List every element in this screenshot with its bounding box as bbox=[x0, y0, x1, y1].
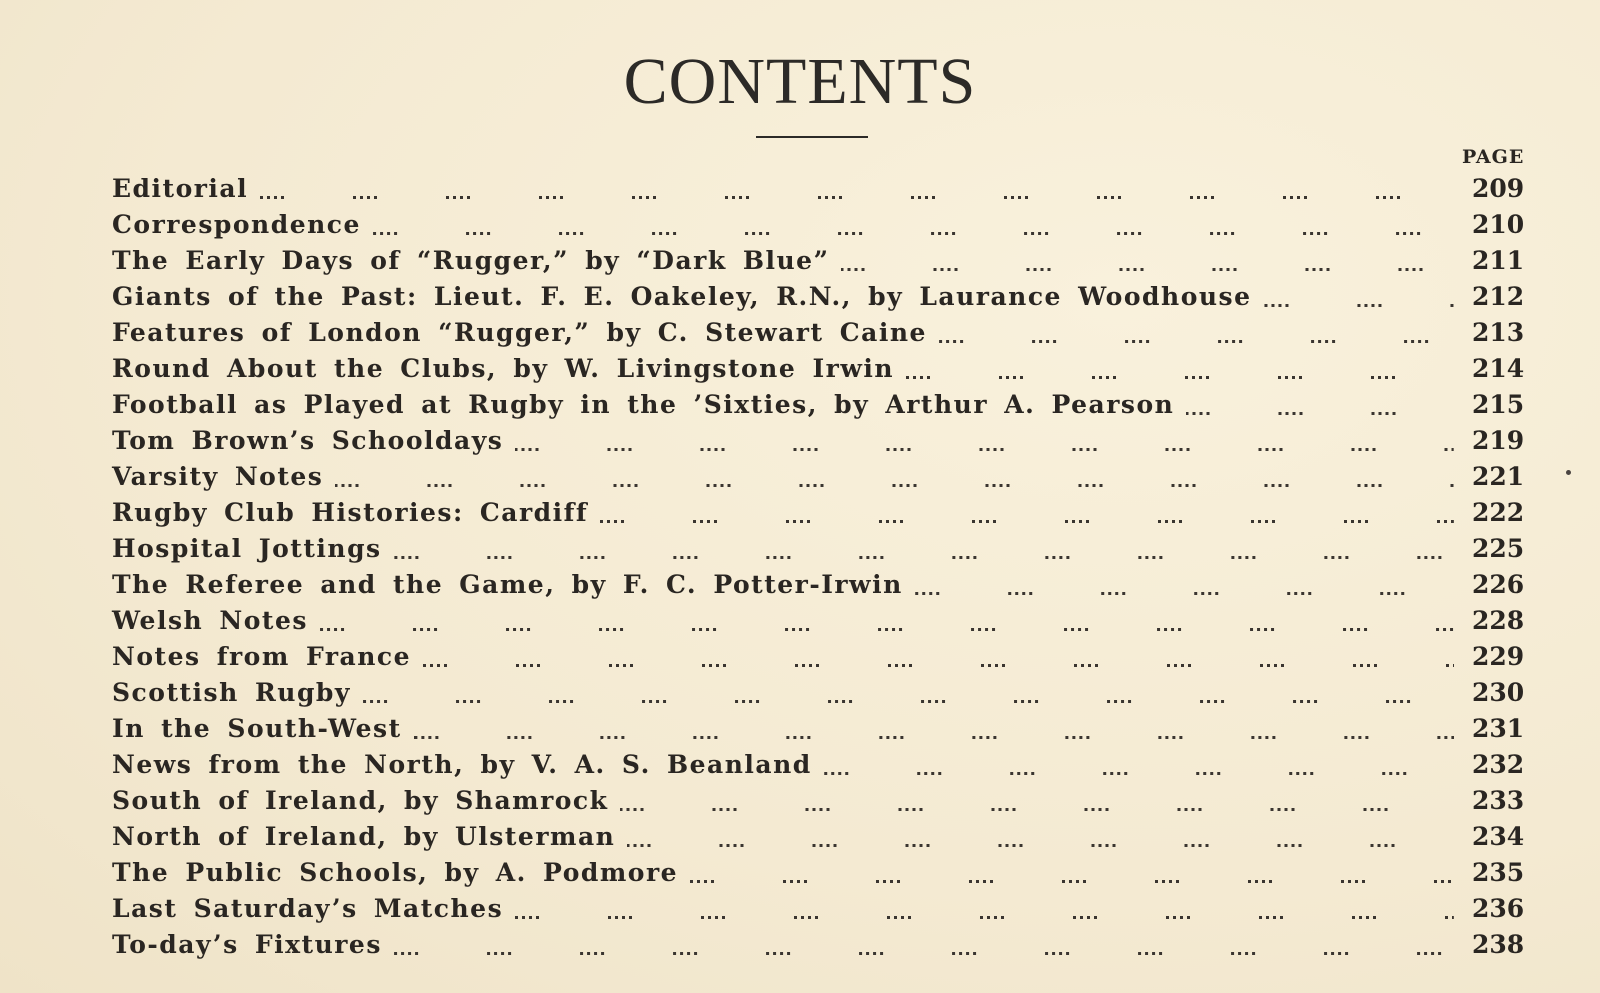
entry-title: The Public Schools, by A. Podmore bbox=[112, 858, 679, 887]
page-title: CONTENTS bbox=[623, 45, 977, 118]
contents-entry[interactable] bbox=[112, 930, 1532, 966]
entry-page-number: 233 bbox=[1472, 786, 1525, 815]
entry-title: Editorial bbox=[112, 174, 249, 203]
entry-title: Football as Played at Rugby in the ’Sixties, by Arthur A. Pearson bbox=[112, 390, 1175, 419]
dot-leader bbox=[414, 736, 1454, 739]
page-column-header: PAGE bbox=[1462, 146, 1525, 168]
contents-entry[interactable] bbox=[112, 750, 1532, 786]
entry-page-number: 238 bbox=[1472, 930, 1525, 959]
entry-title: The Early Days of “Rugger,” by “Dark Blue” bbox=[112, 246, 830, 275]
entry-page-number: 211 bbox=[1472, 246, 1525, 275]
entry-title: Giants of the Past: Lieut. F. E. Oakeley, R.N., by Laurance Woodhouse bbox=[112, 282, 1252, 311]
entry-page-number: 213 bbox=[1472, 318, 1525, 347]
dot-leader bbox=[335, 484, 1454, 487]
dot-leader bbox=[363, 700, 1454, 703]
dot-leader bbox=[320, 628, 1454, 631]
contents-entry[interactable] bbox=[112, 498, 1532, 534]
dot-leader bbox=[515, 916, 1454, 919]
entry-page-number: 231 bbox=[1472, 714, 1525, 743]
dot-leader bbox=[939, 340, 1454, 343]
entry-title: Features of London “Rugger,” by C. Stewart Caine bbox=[112, 318, 927, 347]
entry-page-number: 215 bbox=[1472, 390, 1525, 419]
contents-entry[interactable] bbox=[112, 822, 1532, 858]
contents-entry[interactable] bbox=[112, 210, 1532, 246]
entry-title: Round About the Clubs, by W. Livingstone Irwin bbox=[112, 354, 895, 383]
contents-entry[interactable] bbox=[112, 426, 1532, 462]
dot-leader bbox=[1264, 304, 1454, 307]
entry-page-number: 235 bbox=[1472, 858, 1525, 887]
entry-title: Last Saturday’s Matches bbox=[112, 894, 504, 923]
entry-title: Hospital Jottings bbox=[112, 534, 382, 563]
entry-page-number: 209 bbox=[1472, 174, 1525, 203]
entry-page-number: 229 bbox=[1472, 642, 1525, 671]
entry-title: Notes from France bbox=[112, 642, 411, 671]
dot-leader bbox=[260, 196, 1454, 199]
contents-entry[interactable] bbox=[112, 606, 1532, 642]
entry-page-number: 219 bbox=[1472, 426, 1525, 455]
dot-leader bbox=[515, 448, 1454, 451]
entry-page-number: 222 bbox=[1472, 498, 1525, 527]
contents-entry[interactable] bbox=[112, 786, 1532, 822]
entry-page-number: 228 bbox=[1472, 606, 1525, 635]
dot-leader bbox=[394, 556, 1454, 559]
dot-leader bbox=[373, 232, 1454, 235]
contents-entry[interactable] bbox=[112, 642, 1532, 678]
dot-leader bbox=[841, 268, 1454, 271]
dot-leader bbox=[394, 952, 1454, 955]
dot-leader bbox=[620, 808, 1454, 811]
contents-entry[interactable] bbox=[112, 354, 1532, 390]
entry-page-number: 225 bbox=[1472, 534, 1525, 563]
entry-title: North of Ireland, by Ulsterman bbox=[112, 822, 616, 851]
contents-entry[interactable] bbox=[112, 318, 1532, 354]
entry-title: Varsity Notes bbox=[112, 462, 324, 491]
entry-page-number: 236 bbox=[1472, 894, 1525, 923]
entry-title: Correspondence bbox=[112, 210, 361, 239]
dot-leader bbox=[627, 844, 1454, 847]
contents-list bbox=[112, 174, 1532, 966]
contents-entry[interactable] bbox=[112, 174, 1532, 210]
contents-entry[interactable] bbox=[112, 534, 1532, 570]
dot-leader bbox=[915, 592, 1454, 595]
entry-page-number: 232 bbox=[1472, 750, 1525, 779]
contents-entry[interactable] bbox=[112, 390, 1532, 426]
contents-entry[interactable] bbox=[112, 246, 1532, 282]
entry-page-number: 226 bbox=[1472, 570, 1525, 599]
contents-entry[interactable] bbox=[112, 462, 1532, 498]
entry-title: In the South-West bbox=[112, 714, 402, 743]
entry-page-number: 234 bbox=[1472, 822, 1525, 851]
dot-leader bbox=[906, 376, 1454, 379]
contents-entry[interactable] bbox=[112, 858, 1532, 894]
entry-page-number: 230 bbox=[1472, 678, 1525, 707]
entry-page-number: 221 bbox=[1472, 462, 1525, 491]
entry-page-number: 212 bbox=[1472, 282, 1525, 311]
contents-entry[interactable] bbox=[112, 894, 1532, 930]
dot-leader bbox=[690, 880, 1454, 883]
entry-title: Rugby Club Histories: Cardiff bbox=[112, 498, 589, 527]
entry-title: Scottish Rugby bbox=[112, 678, 351, 707]
dot-leader bbox=[1186, 412, 1454, 415]
entry-page-number: 214 bbox=[1472, 354, 1525, 383]
entry-page-number: 210 bbox=[1472, 210, 1525, 239]
entry-title: News from the North, by V. A. S. Beanland bbox=[112, 750, 812, 779]
contents-entry[interactable] bbox=[112, 282, 1532, 318]
entry-title: Tom Brown’s Schooldays bbox=[112, 426, 504, 455]
contents-entry[interactable] bbox=[112, 678, 1532, 714]
contents-entry[interactable] bbox=[112, 714, 1532, 750]
dot-leader bbox=[600, 520, 1454, 523]
paper-speck bbox=[1566, 470, 1571, 475]
entry-title: Welsh Notes bbox=[112, 606, 308, 635]
contents-entry[interactable] bbox=[112, 570, 1532, 606]
entry-title: The Referee and the Game, by F. C. Potter-Irwin bbox=[112, 570, 903, 599]
title-rule bbox=[756, 136, 868, 138]
dot-leader bbox=[824, 772, 1454, 775]
entry-title: South of Ireland, by Shamrock bbox=[112, 786, 609, 815]
entry-title: To-day’s Fixtures bbox=[112, 930, 382, 959]
dot-leader bbox=[423, 664, 1454, 667]
